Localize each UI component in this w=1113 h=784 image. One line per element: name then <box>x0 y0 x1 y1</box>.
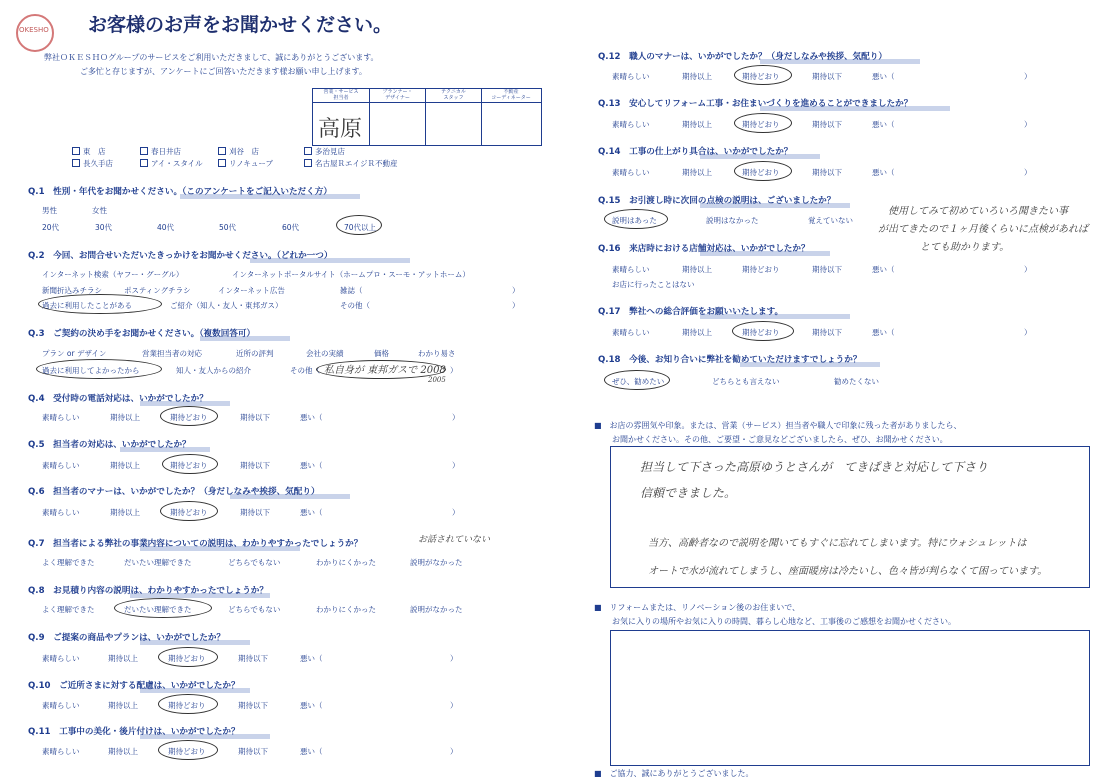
q8-neutral[interactable]: どちらでもない <box>228 605 281 614</box>
q17-below[interactable]: 期待以下 <box>812 328 842 337</box>
q17-answer-circle <box>732 321 794 341</box>
q4-answer-circle <box>160 406 218 426</box>
q11-below[interactable]: 期待以下 <box>238 747 268 756</box>
q10-excellent[interactable]: 素晴らしい <box>42 701 80 710</box>
q7-hard-to-understand[interactable]: わかりにくかった <box>316 558 376 567</box>
q6-title: Q.6 担当者のマナーは、いかがでしたか？（身だしなみや挨拶、気配り） <box>28 487 320 497</box>
q13-below[interactable]: 期待以下 <box>812 120 842 129</box>
comment1-hand-3: 当方、高齢者なので説明を聞いてもすぐに忘れてしまいます。特にウォシュレットは <box>648 538 1027 549</box>
q10-answer-circle <box>158 694 218 714</box>
q11-bad-close: ） <box>450 747 458 756</box>
q6-above[interactable]: 期待以上 <box>110 508 140 517</box>
q7-understood-well[interactable]: よく理解できた <box>42 558 95 567</box>
q9-answer-circle <box>158 647 218 667</box>
q3-clarity[interactable]: わかり易さ <box>418 349 456 358</box>
comment2-prompt-1: ■ リフォームまたは、リノベーション後のお住まいで、 <box>594 603 801 612</box>
q2-portal-site[interactable]: インターネットポータルサイト（ホームプロ・スーモ・アットホーム） <box>232 270 470 279</box>
q1-male[interactable]: 男性 <box>42 206 57 215</box>
q14-bad[interactable]: 悪い（ <box>872 168 895 177</box>
q12-as-expected[interactable]: 期待どおり <box>742 72 780 81</box>
q13-excellent[interactable]: 素晴らしい <box>612 120 650 129</box>
seal-text: OKESHO <box>19 26 49 34</box>
q17-above[interactable]: 期待以上 <box>682 328 712 337</box>
q10-as-expected[interactable]: 期待どおり <box>168 701 206 710</box>
staff-handwritten-name: 高原 <box>318 117 363 142</box>
store-tajimi[interactable]: 多治見店 <box>304 146 345 157</box>
q18-recommend[interactable]: ぜひ、勧めたい <box>612 377 665 386</box>
q4-bad-close: ） <box>452 413 460 422</box>
q17-bad-close: ） <box>1024 328 1032 337</box>
q1-age-20[interactable]: 20代 <box>42 223 60 232</box>
q13-bad[interactable]: 悪い（ <box>872 120 895 129</box>
q12-below[interactable]: 期待以下 <box>812 72 842 81</box>
comment1-prompt-1: ■ お店の雰囲気や印象。または、営業（サービス）担当者や職人で印象に残った者がありましたら、 <box>594 421 962 430</box>
q18-answer-circle <box>604 370 670 390</box>
q10-bad[interactable]: 悪い（ <box>300 701 323 710</box>
comment1-hand-1: 担当して下さった高原ゆうとさんが てきぱきと対応して下さり <box>640 460 989 474</box>
q6-excellent[interactable]: 素晴らしい <box>42 508 80 517</box>
q6-answer-circle <box>160 501 218 521</box>
store-east[interactable]: 東 店 <box>72 146 106 157</box>
q18-title: Q.18 今後、お知り合いに弊社を勧めていただけますでしょうか？ <box>598 355 862 365</box>
q1-female[interactable]: 女性 <box>92 206 107 215</box>
q2-referral[interactable]: ご紹介（知人・友人・東邦ガス） <box>170 301 283 310</box>
q15-not-explained[interactable]: 説明はなかった <box>706 216 759 225</box>
q3-other[interactable]: その他（ <box>290 366 320 375</box>
q4-as-expected[interactable]: 期待どおり <box>170 413 208 422</box>
staff-header-technical: テクニカル スタッフ <box>441 89 466 101</box>
q4-below[interactable]: 期待以下 <box>240 413 270 422</box>
q5-answer-circle <box>162 454 218 474</box>
store-renocube[interactable]: リノキューブ <box>218 158 273 169</box>
q15-handwritten-1: 使用してみて初めていろいろ聞きたい事 <box>888 206 1068 217</box>
q11-answer-circle <box>158 740 218 760</box>
q8-answer-circle <box>114 598 212 618</box>
q17-title: Q.17 弊社への総合評価をお願いいたします。 <box>598 307 784 317</box>
q9-below[interactable]: 期待以下 <box>238 654 268 663</box>
q13-as-expected[interactable]: 期待どおり <box>742 120 780 129</box>
q12-bad[interactable]: 悪い（ <box>872 72 895 81</box>
page-title: お客様のお声をお聞かせください。 <box>88 14 393 36</box>
q13-answer-circle <box>734 113 792 133</box>
q11-bad[interactable]: 悪い（ <box>300 747 323 756</box>
staff-header-planner: プランナー・ デザイナー <box>382 89 413 101</box>
q14-as-expected[interactable]: 期待どおり <box>742 168 780 177</box>
q3-sales-response[interactable]: 営業担当者の対応 <box>142 349 202 358</box>
q9-bad[interactable]: 悪い（ <box>300 654 323 663</box>
q7-no-explanation[interactable]: 説明がなかった <box>410 558 463 567</box>
comment2-box[interactable] <box>610 630 1090 766</box>
q18-neutral[interactable]: どちらとも言えない <box>712 377 780 386</box>
q1-age-30[interactable]: 30代 <box>95 223 113 232</box>
q2-other-close: ） <box>512 301 520 310</box>
q9-excellent[interactable]: 素晴らしい <box>42 654 80 663</box>
q4-excellent[interactable]: 素晴らしい <box>42 413 80 422</box>
q10-title: Q.10 ご近所さまに対する配慮は、いかがでしたか？ <box>28 681 240 691</box>
q2-newspaper-flyer[interactable]: 新聞折込みチラシ <box>42 286 102 295</box>
q3-price[interactable]: 価格 <box>374 349 389 358</box>
q5-bad-close: ） <box>452 461 460 470</box>
q8-title: Q.8 お見積り内容の説明は、わかりやすかったでしょうか？ <box>28 586 268 596</box>
q2-other[interactable]: その他（ <box>340 301 370 310</box>
q8-no-explanation[interactable]: 説明がなかった <box>410 605 463 614</box>
q13-bad-close: ） <box>1024 120 1032 129</box>
q14-above[interactable]: 期待以上 <box>682 168 712 177</box>
q8-hard-to-understand[interactable]: わかりにくかった <box>316 605 376 614</box>
q3-handwritten-year: 2005 <box>428 376 446 384</box>
store-kariya[interactable]: 刈谷 店 <box>218 146 259 157</box>
q5-above[interactable]: 期待以上 <box>110 461 140 470</box>
q5-below[interactable]: 期待以下 <box>240 461 270 470</box>
comment2-prompt-2: お気に入りの場所やお気に入りの時間、暮らし心地など、工事後のご感想をお聞かせください。 <box>612 617 956 626</box>
q6-bad[interactable]: 悪い（ <box>300 508 323 517</box>
q1-age-70plus[interactable]: 70代以上 <box>344 223 377 232</box>
q3-friend-referral[interactable]: 知人・友人からの紹介 <box>176 366 251 375</box>
intro-line-1: 弊社ＯＫＥＳＨＯグループのサービスをご利用いただきまして、誠にありがとうございます。 <box>44 53 379 62</box>
q3-used-good[interactable]: 過去に利用してよかったから <box>42 366 140 375</box>
q15-explained[interactable]: 説明はあった <box>612 216 657 225</box>
q6-bad-close: ） <box>452 508 460 517</box>
staff-header-realestate: 不動産 コーディネーター <box>491 89 531 101</box>
q16-bad[interactable]: 悪い（ <box>872 265 895 274</box>
q9-title: Q.9 ご提案の商品やプランは、いかがでしたか？ <box>28 633 226 643</box>
q1-age-50[interactable]: 50代 <box>219 223 237 232</box>
store-realestate[interactable]: 名古屋ＲエイジＲ不動産 <box>304 158 398 169</box>
q3-title: Q.3 ご契約の決め手をお聞かせください。（複数回答可） <box>28 329 256 339</box>
q3-handwritten-other: 私自身が 東邦ガスで 2008 <box>324 365 446 376</box>
q1-title: Q.1 性別・年代をお聞かせください。（このアンケートをご記入いただく方） <box>28 187 332 197</box>
q10-above[interactable]: 期待以上 <box>108 701 138 710</box>
q15-dont-remember[interactable]: 覚えていない <box>808 216 853 225</box>
store-i-style[interactable]: アイ・スタイル <box>140 158 203 169</box>
q2-internet-ad[interactable]: インターネット広告 <box>218 286 285 295</box>
q11-above[interactable]: 期待以上 <box>108 747 138 756</box>
q12-title: Q.12 職人のマナーは、いかがでしたか？（身だしなみや挨拶、気配り） <box>598 52 887 62</box>
store-kasugai[interactable]: 春日井店 <box>140 146 181 157</box>
q12-excellent[interactable]: 素晴らしい <box>612 72 650 81</box>
q5-title: Q.5 担当者の対応は、いかがでしたか？ <box>28 440 191 450</box>
q1-answer-circle <box>336 215 382 235</box>
q15-title: Q.15 お引渡し時に次回の点検の説明は、ございましたか？ <box>598 196 836 206</box>
q3-other-close: ） <box>450 366 458 375</box>
q4-above[interactable]: 期待以上 <box>110 413 140 422</box>
comment1-hand-4: オートで水が流れてしまうし、座面暖房は冷たいし、色々皆が判らなくて困っています。 <box>648 566 1048 577</box>
q7-neutral[interactable]: どちらでもない <box>228 558 281 567</box>
q2-magazine-close: ） <box>512 286 520 295</box>
q16-title: Q.16 来店時における店舗対応は、いかがでしたか？ <box>598 244 810 254</box>
store-nagakute[interactable]: 長久手店 <box>72 158 113 169</box>
q3-reputation[interactable]: 近所の評判 <box>236 349 274 358</box>
thanks-message: ■ ご協力、誠にありがとうございました。 <box>594 769 754 778</box>
q17-as-expected[interactable]: 期待どおり <box>742 328 780 337</box>
q2-answer-circle <box>38 294 162 314</box>
q16-above[interactable]: 期待以上 <box>682 265 712 274</box>
staff-header-sales: 営業・サービス 担当者 <box>323 89 359 101</box>
q3-plan-design[interactable]: プラン or デザイン <box>42 349 107 358</box>
q17-bad[interactable]: 悪い（ <box>872 328 895 337</box>
q7-handwritten-note: お話されていない <box>418 535 491 545</box>
q15-answer-circle <box>604 209 668 229</box>
q14-bad-close: ） <box>1024 168 1032 177</box>
q11-excellent[interactable]: 素晴らしい <box>42 747 80 756</box>
q2-internet-search[interactable]: インターネット検索（ヤフー・グーグル） <box>42 270 184 279</box>
q14-below[interactable]: 期待以下 <box>812 168 842 177</box>
q6-below[interactable]: 期待以下 <box>240 508 270 517</box>
q16-never-visited[interactable]: お店に行ったことはない <box>612 280 695 289</box>
q6-as-expected[interactable]: 期待どおり <box>170 508 208 517</box>
q11-as-expected[interactable]: 期待どおり <box>168 747 206 756</box>
q14-answer-circle <box>734 161 792 181</box>
q3-answer-circle-1 <box>36 359 162 379</box>
q9-above[interactable]: 期待以上 <box>108 654 138 663</box>
q7-title: Q.7 担当者による弊社の事業内容についての説明は、わかりやすかったでしょうか？ <box>28 539 363 549</box>
q7-mostly-understood[interactable]: だいたい理解できた <box>124 558 192 567</box>
q9-bad-close: ） <box>450 654 458 663</box>
comment1-prompt-2: お聞かせください。その他、ご要望・ご意見などございましたら、ぜひ、お聞かせください。 <box>612 435 948 444</box>
q14-excellent[interactable]: 素晴らしい <box>612 168 650 177</box>
intro-line-2: ご多忙と存じますが、アンケートにご回答いただきます様お願い申し上げます。 <box>80 67 367 76</box>
q15-handwritten-2: が出てきたので１ヶ月後くらいに点検があれば <box>878 224 1088 235</box>
q2-used-before[interactable]: 過去に利用したことがある <box>42 301 132 310</box>
q3-track-record[interactable]: 会社の実績 <box>306 349 344 358</box>
q8-mostly-understood[interactable]: だいたい理解できた <box>124 605 192 614</box>
q11-title: Q.11 工事中の美化・後片付けは、いかがでしたか？ <box>28 727 240 737</box>
q1-age-60[interactable]: 60代 <box>282 223 300 232</box>
q13-above[interactable]: 期待以上 <box>682 120 712 129</box>
q16-below[interactable]: 期待以下 <box>812 265 842 274</box>
q10-below[interactable]: 期待以下 <box>238 701 268 710</box>
q5-excellent[interactable]: 素晴らしい <box>42 461 80 470</box>
q18-not-recommend[interactable]: 勧めたくない <box>834 377 879 386</box>
q9-as-expected[interactable]: 期待どおり <box>168 654 206 663</box>
q10-bad-close: ） <box>450 701 458 710</box>
q1-age-40[interactable]: 40代 <box>157 223 175 232</box>
q2-magazine[interactable]: 雑誌（ <box>340 286 363 295</box>
q16-bad-close: ） <box>1024 265 1032 274</box>
q4-title: Q.4 受付時の電話対応は、いかがでしたか？ <box>28 394 208 404</box>
q3-answer-circle-2 <box>316 360 446 379</box>
q17-excellent[interactable]: 素晴らしい <box>612 328 650 337</box>
q14-title: Q.14 工事の仕上がり具合は、いかがでしたか？ <box>598 147 793 157</box>
q2-posting-flyer[interactable]: ポスティングチラシ <box>124 286 191 295</box>
comment1-hand-2: 信頼できました。 <box>640 486 737 500</box>
q16-excellent[interactable]: 素晴らしい <box>612 265 650 274</box>
q12-bad-close: ） <box>1024 72 1032 81</box>
q4-bad[interactable]: 悪い（ <box>300 413 323 422</box>
q2-title: Q.2 今回、お問合せいただいたきっかけをお聞かせください。（どれか一つ） <box>28 251 333 261</box>
q12-above[interactable]: 期待以上 <box>682 72 712 81</box>
q5-bad[interactable]: 悪い（ <box>300 461 323 470</box>
q13-title: Q.13 安心してリフォーム工事・お住まいづくりを進めることができましたか？ <box>598 99 913 109</box>
q15-handwritten-3: とても助かります。 <box>920 242 1010 253</box>
q5-as-expected[interactable]: 期待どおり <box>170 461 208 470</box>
q16-as-expected[interactable]: 期待どおり <box>742 265 780 274</box>
q12-answer-circle <box>734 65 792 85</box>
q8-understood-well[interactable]: よく理解できた <box>42 605 95 614</box>
